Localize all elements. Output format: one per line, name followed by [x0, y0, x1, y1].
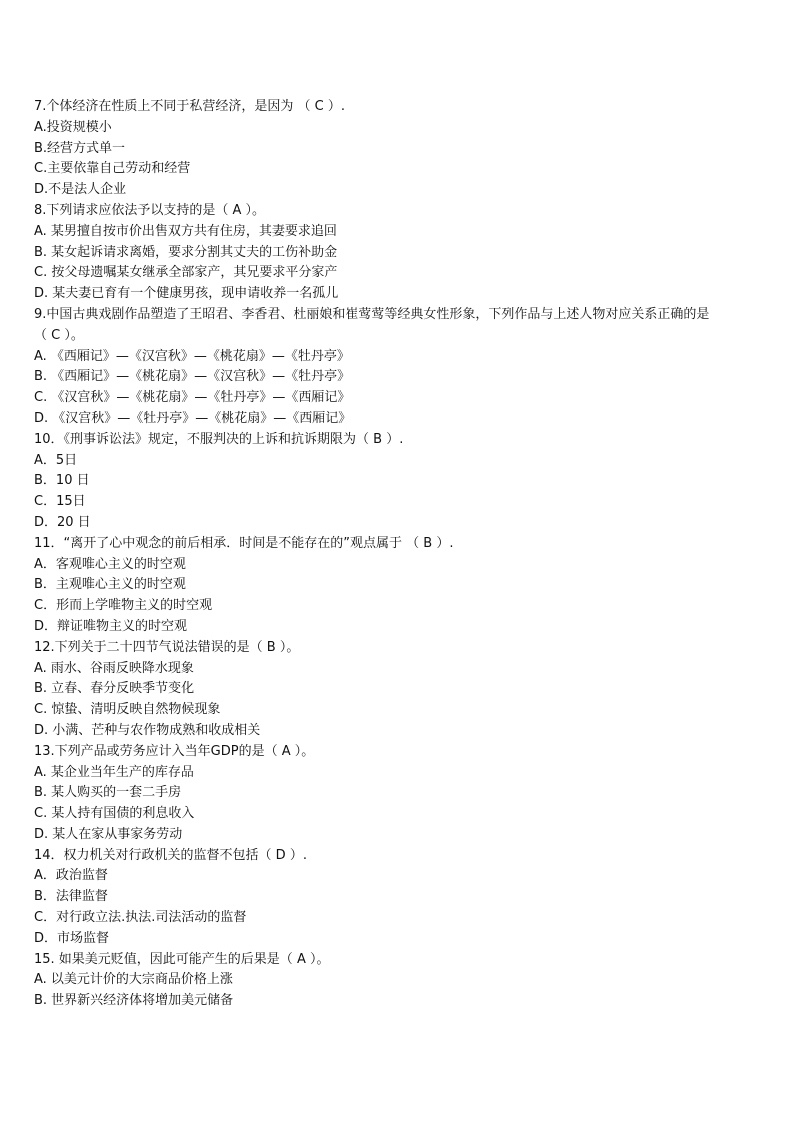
question-10-stem: 10．《刑事诉讼法》规定，不服判决的上诉和抗诉期限为（ B ）. — [34, 431, 404, 447]
question-14-option-c: C．对行政立法.执法.司法活动的监督 — [34, 910, 247, 926]
question-7-option-d: D.不是法人企业 — [34, 182, 127, 198]
question-7-option-c: C.主要依靠自己劳动和经营 — [34, 161, 191, 177]
question-8-option-a: A. 某男擅自按市价出售双方共有住房，其妻要求追回 — [34, 223, 337, 239]
question-11-option-a: A．客观唯心主义的时空观 — [34, 556, 186, 572]
question-15-option-a: A. 以美元计价的大宗商品价格上涨 — [34, 972, 233, 988]
question-14-option-d: D．市场监督 — [34, 930, 110, 946]
question-14-stem: 14．权力机关对行政机关的监督不包括（ D ）. — [34, 847, 307, 863]
question-9-option-c: C. 《汉宫秋》—《桃花扇》—《牡丹亭》—《西厢记》 — [34, 390, 351, 406]
question-11-option-d: D．辩证唯物主义的时空观 — [34, 618, 188, 634]
question-9-answer: （ C ）。 — [34, 327, 84, 343]
question-12-option-b: B. 立春、春分反映季节变化 — [34, 681, 195, 697]
question-15-option-b: B. 世界新兴经济体将增加美元储备 — [34, 993, 234, 1009]
question-12-option-c: C. 惊蛰、清明反映自然物候现象 — [34, 702, 221, 718]
question-8-option-c: C. 按父母遗嘱某女继承全部家产，其兄要求平分家产 — [34, 265, 338, 281]
question-13-option-d: D. 某人在家从事家务劳动 — [34, 826, 183, 842]
question-12-stem: 12.下列关于二十四节气说法错误的是（ B ）。 — [34, 639, 300, 655]
question-7-stem: 7.个体经济在性质上不同于私营经济，是因为 （ C ）. — [34, 99, 346, 114]
question-8-option-d: D. 某夫妻已育有一个健康男孩，现申请收养一名孤儿 — [34, 286, 339, 302]
question-10-option-a: A．5日 — [34, 452, 78, 468]
question-15-stem: 15. 如果美元贬值，因此可能产生的后果是（ A ）。 — [34, 951, 330, 967]
question-13-option-c: C. 某人持有国债的利息收入 — [34, 806, 195, 822]
question-13-stem: 13.下列产品或劳务应计入当年GDP的是（ A ）。 — [34, 743, 315, 759]
question-12-option-d: D. 小满、芒种与农作物成熟和收成相关 — [34, 722, 261, 738]
question-13-option-a: A. 某企业当年生产的库存品 — [34, 764, 194, 780]
question-10-option-d: D．20 日 — [34, 514, 91, 530]
question-14-option-a: A．政治监督 — [34, 868, 108, 884]
question-9-option-a: A. 《西厢记》—《汉宫秋》—《桃花扇》—《牡丹亭》 — [34, 348, 350, 364]
question-8-stem: 8.下列请求应依法予以支持的是（ A ）。 — [34, 202, 266, 218]
question-13-option-b: B. 某人购买的一套二手房 — [34, 785, 182, 801]
question-12-option-a: A. 雨水、谷雨反映降水现象 — [34, 660, 194, 676]
question-10-option-b: B．10 日 — [34, 473, 90, 489]
question-9-option-d: D. 《汉宫秋》—《牡丹亭》—《桃花扇》—《西厢记》 — [34, 410, 352, 426]
question-7-option-a: A.投资规模小 — [34, 119, 112, 135]
question-11-option-c: C．形而上学唯物主义的时空观 — [34, 598, 213, 614]
question-8-option-b: B. 某女起诉请求离婚，要求分割其丈夫的工伤补助金 — [34, 244, 338, 260]
question-9-option-b: B. 《西厢记》—《桃花扇》—《汉宫秋》—《牡丹亭》 — [34, 369, 351, 385]
question-7-option-b: B.经营方式单一 — [34, 140, 126, 156]
question-11-stem: 11．“离开了心中观念的前后相承．时间是不能存在的”观点属于 （ B ）. — [34, 535, 454, 551]
question-11-option-b: B．主观唯心主义的时空观 — [34, 577, 186, 593]
question-10-option-c: C．15日 — [34, 494, 86, 510]
document-page — [34, 97, 764, 1012]
question-14-option-b: B．法律监督 — [34, 889, 108, 905]
question-9-stem: 9.中国古典戏剧作品塑造了王昭君、李香君、杜丽娘和崔莺莺等经典女性形象，下列作品与上述人物对应关系正确的是 — [34, 306, 710, 322]
